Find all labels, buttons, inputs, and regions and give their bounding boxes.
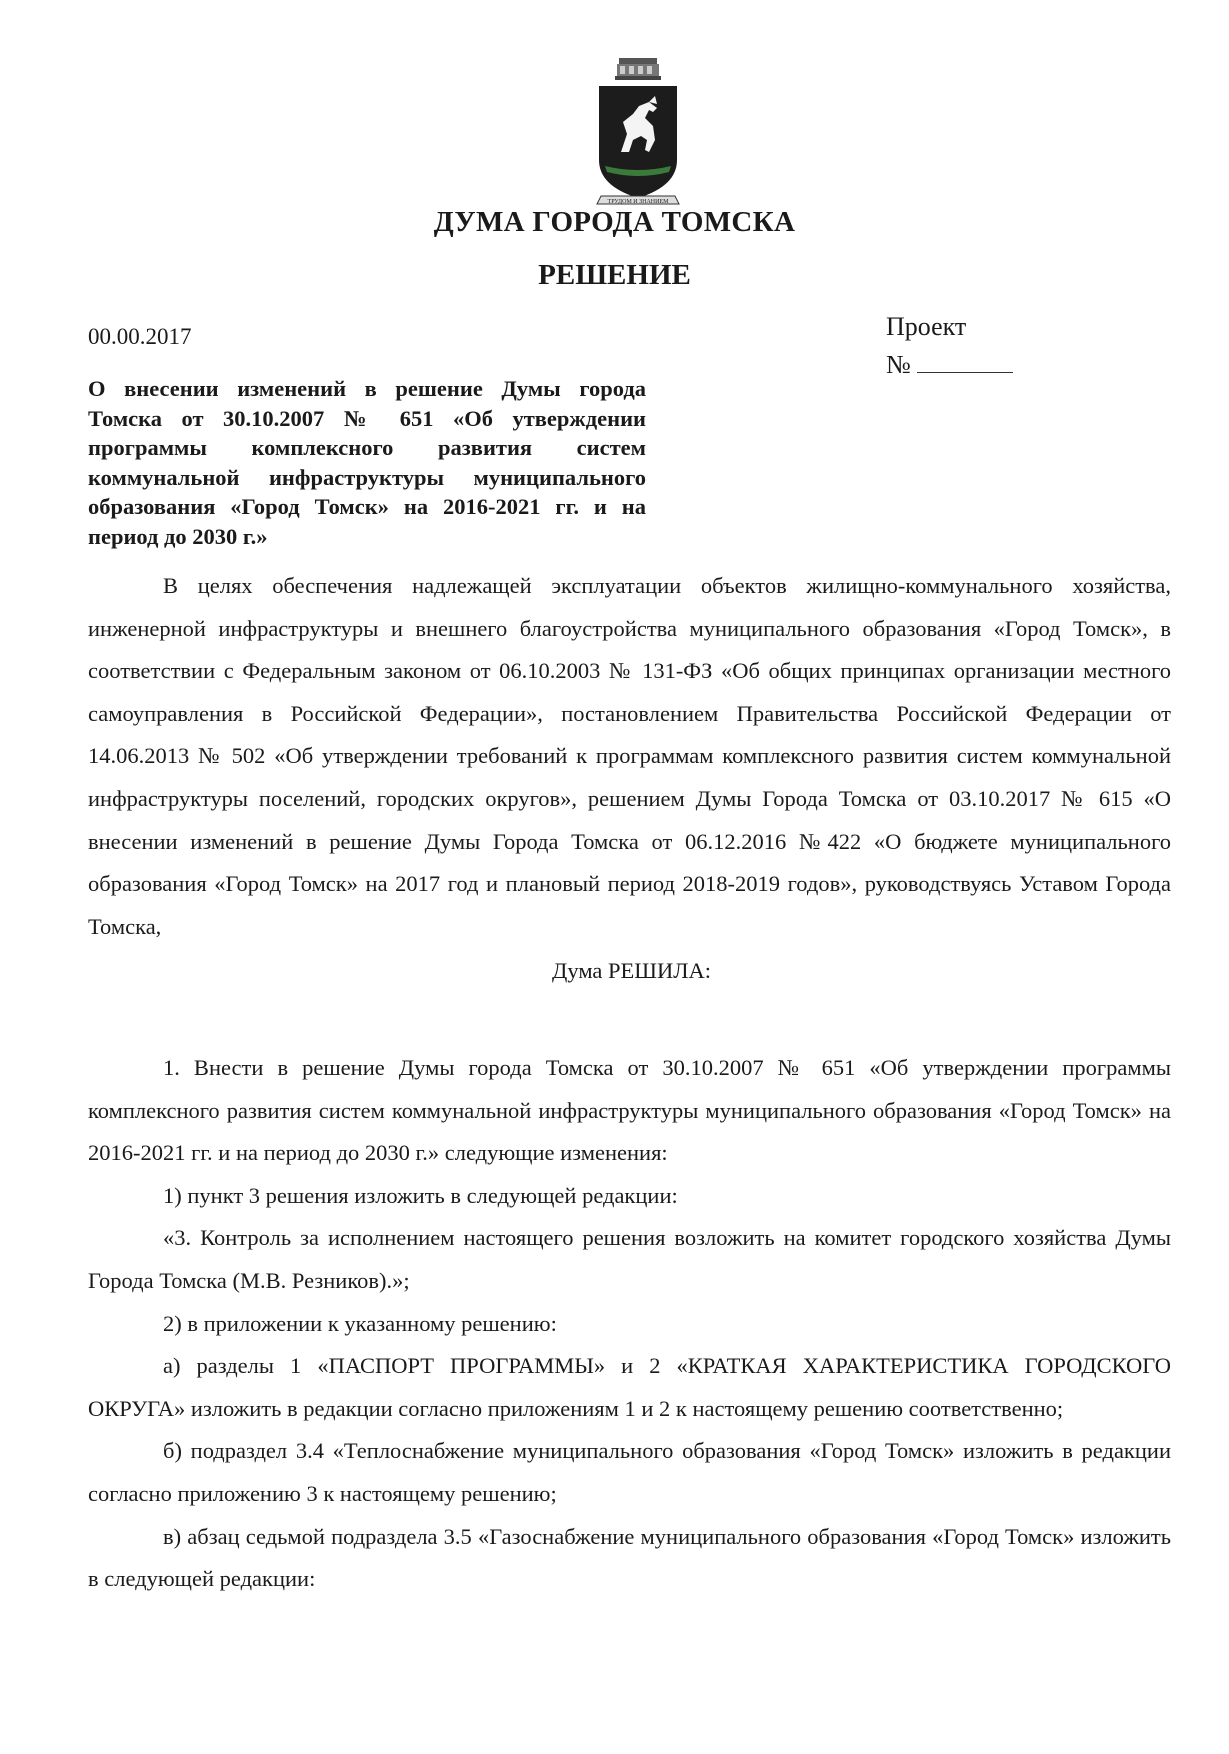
document-subject: О внесении изменений в решение Думы города Томска от 30.10.2007 № 651 «Об утверждении программы комплексного развития систем коммунальной инфраструктуры муниципального образования «Город Томск» на 2016-2021 гг. и на период до 2030 г.» — [88, 376, 646, 549]
list-item: в) абзац седьмой подраздела 3.5 «Газоснабжение муниципального образования «Город Томск» изложить в следующей редакции: — [88, 1523, 1171, 1592]
preamble — [88, 565, 1171, 948]
list-item: 1) пункт 3 решения изложить в следующей редакции: — [163, 1182, 678, 1208]
organization-title: ДУМА ГОРОДА ТОМСКА — [433, 206, 796, 238]
number-blank — [917, 350, 1013, 373]
number-line — [886, 346, 1013, 384]
list-item: б) подраздел 3.4 «Теплоснабжение муниципального образования «Город Томск» изложить в редакции согласно приложению 3 к настоящему решению; — [88, 1438, 1171, 1506]
coat-of-arms — [583, 56, 693, 212]
list-item: «3. Контроль за исполнением настоящего решения возложить на комитет городского хозяйства Думы Города Томска (М.В. Резников).»; — [88, 1225, 1171, 1293]
preamble-paragraph: В целях обеспечения надлежащей эксплуатации объектов жилищно-коммунального хозяйства, инженерной инфраструктуры и внешнего благоустройства муниципального образования «Город Томск», в соответствии с Федеральным законом от 06.10.2003 № 131-ФЗ «Об общих принципах организации местного самоуправления в Российской Федерации», постановлением Правительства Российской Федерации от 14.06.2013 № 502 «Об утверждении требований к программам комплексного развития систем коммунальной инфраструктуры поселений, городских округов», решением Думы Города Томска от 03.10.2017 № 615 «О внесении изменений в решение Думы Города Томска от 06.12.2016 №422 «О бюджете муниципального образования «Город Томск» на 2017 год и плановый период 2018-2019 годов», руководствуясь Уставом Города Томска, — [88, 573, 1171, 939]
decision-items — [88, 1047, 1171, 1601]
list-item: 1. Внести в решение Думы города Томска от 30.10.2007 № 651 «Об утверждении программы комплексного развития систем коммунальной инфраструктуры муниципального образования «Город Томск» на 2016-2021 гг. и на период до 2030 г.» следующие изменения: — [88, 1055, 1171, 1166]
number-label: № — [886, 350, 911, 379]
document-date: 00.00.2017 — [88, 324, 192, 349]
tomsk-coat-of-arms-icon — [583, 56, 693, 212]
project-label: Проект — [886, 312, 967, 341]
decision-heading: Дума РЕШИЛА: — [552, 958, 711, 983]
ribbon-text: ТРУДОМ И ЗНАНИЕМ — [607, 199, 669, 205]
list-item: а) разделы 1 «ПАСПОРТ ПРОГРАММЫ» и 2 «КРАТКАЯ ХАРАКТЕРИСТИКА ГОРОДСКОГО ОКРУГА» изложить в редакции согласно приложениям 1 и 2 к настоящему решению соответственно; — [88, 1353, 1171, 1421]
document-type: РЕШЕНИЕ — [538, 259, 691, 291]
list-item: 2) в приложении к указанному решению: — [163, 1310, 557, 1336]
project-block — [886, 308, 1013, 384]
